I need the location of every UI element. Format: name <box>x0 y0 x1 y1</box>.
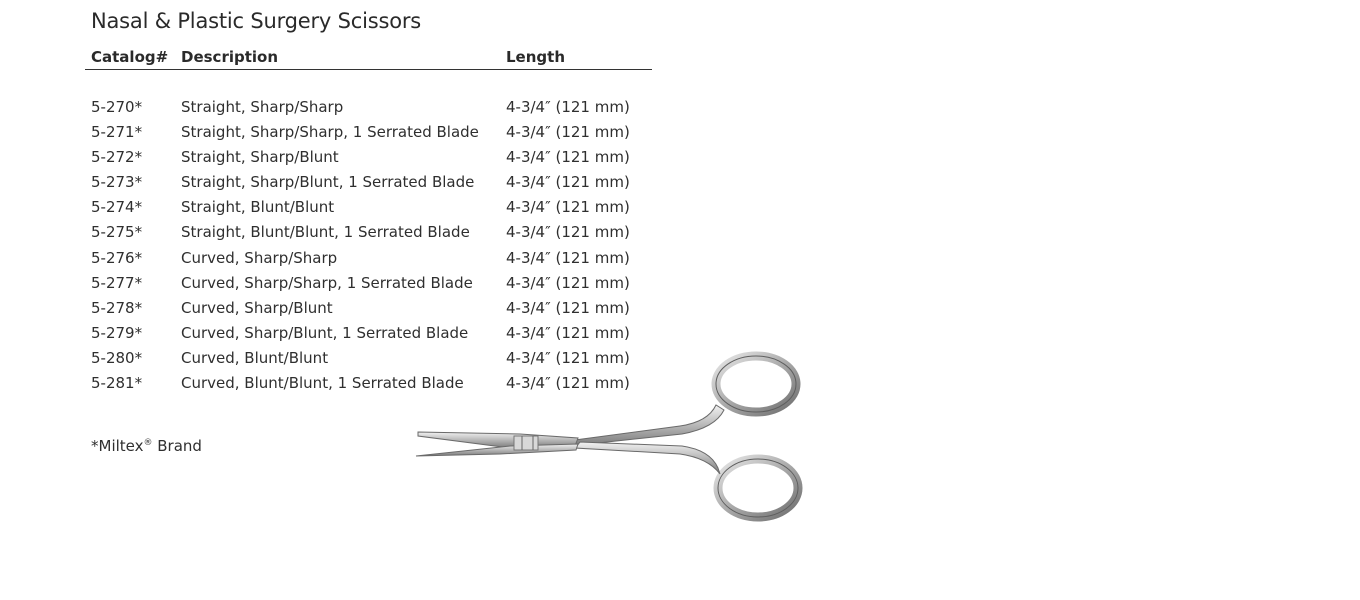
surgical-scissors-icon <box>410 350 810 530</box>
length-cell: 4-3/4″ (121 mm) <box>506 348 630 367</box>
catalog-number: 5-278* <box>91 298 143 317</box>
catalog-number: 5-279* <box>91 323 143 342</box>
footnote-prefix: *Miltex <box>91 437 144 455</box>
table-header <box>85 46 652 70</box>
table-row <box>91 96 711 121</box>
page-title: Nasal & Plastic Surgery Scissors <box>91 9 422 33</box>
length-cell: 4-3/4″ (121 mm) <box>506 148 630 167</box>
column-header-description: Description <box>181 48 279 66</box>
description-cell: Curved, Sharp/Sharp, 1 Serrated Blade <box>181 273 473 292</box>
length-cell: 4-3/4″ (121 mm) <box>506 374 630 393</box>
description-cell: Curved, Sharp/Sharp <box>181 248 338 267</box>
table-row <box>91 322 711 347</box>
catalog-number: 5-276* <box>91 248 143 267</box>
table-row <box>91 121 711 146</box>
length-cell: 4-3/4″ (121 mm) <box>506 248 630 267</box>
length-cell: 4-3/4″ (121 mm) <box>506 323 630 342</box>
table-row <box>91 247 711 272</box>
table-row <box>91 272 711 297</box>
table-row <box>91 196 711 221</box>
table-row <box>91 221 711 246</box>
description-cell: Straight, Sharp/Sharp <box>181 98 344 116</box>
catalog-number: 5-280* <box>91 348 143 367</box>
length-cell: 4-3/4″ (121 mm) <box>506 123 630 142</box>
description-cell: Straight, Blunt/Blunt <box>181 198 335 217</box>
length-cell: 4-3/4″ (121 mm) <box>506 173 630 192</box>
table-row <box>91 146 711 171</box>
footnote-suffix: Brand <box>152 437 202 455</box>
description-cell: Straight, Sharp/Blunt, 1 Serrated Blade <box>181 173 475 192</box>
catalog-number: 5-272* <box>91 148 143 167</box>
catalog-number: 5-271* <box>91 123 143 142</box>
catalog-number: 5-273* <box>91 173 143 192</box>
footnote <box>91 437 202 455</box>
description-cell: Curved, Sharp/Blunt, 1 Serrated Blade <box>181 323 469 342</box>
description-cell: Curved, Blunt/Blunt <box>181 348 329 367</box>
catalog-number: 5-274* <box>91 198 143 217</box>
table-row <box>91 297 711 322</box>
catalog-number: 5-270* <box>91 98 143 116</box>
length-cell: 4-3/4″ (121 mm) <box>506 298 630 317</box>
catalog-number: 5-275* <box>91 223 143 242</box>
column-header-length: Length <box>506 48 565 66</box>
catalog-number: 5-281* <box>91 374 143 393</box>
description-cell: Curved, Sharp/Blunt <box>181 298 333 317</box>
description-cell: Straight, Blunt/Blunt, 1 Serrated Blade <box>181 223 470 242</box>
description-cell: Straight, Sharp/Sharp, 1 Serrated Blade <box>181 123 479 142</box>
table-row <box>91 171 711 196</box>
catalog-number: 5-277* <box>91 273 143 292</box>
description-cell: Straight, Sharp/Blunt <box>181 148 339 167</box>
registered-mark: ® <box>143 438 153 448</box>
length-cell: 4-3/4″ (121 mm) <box>506 198 630 217</box>
length-cell: 4-3/4″ (121 mm) <box>506 223 630 242</box>
length-cell: 4-3/4″ (121 mm) <box>506 273 630 292</box>
column-header-catalog: Catalog# <box>91 48 169 66</box>
description-cell: Curved, Blunt/Blunt, 1 Serrated Blade <box>181 374 464 393</box>
length-cell: 4-3/4″ (121 mm) <box>506 98 630 116</box>
